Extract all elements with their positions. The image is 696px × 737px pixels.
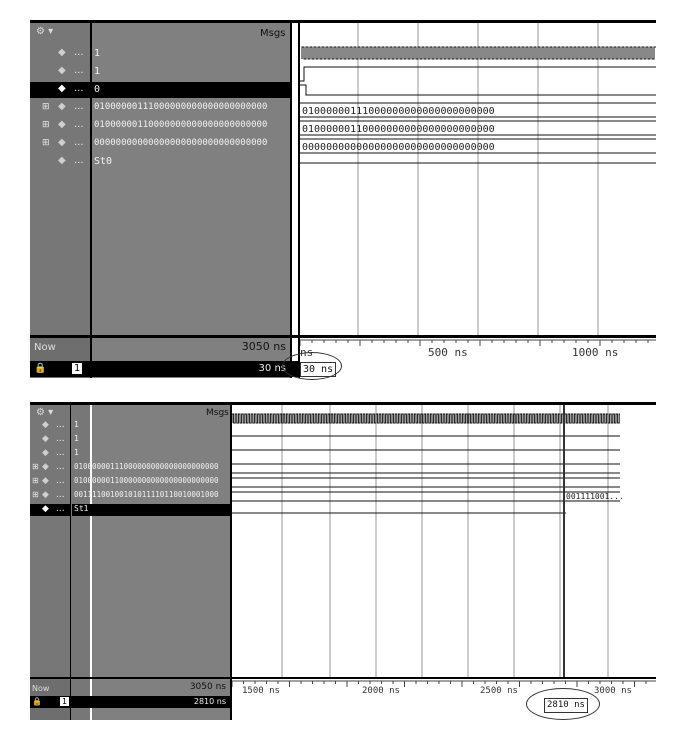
signal-name: ...: [56, 476, 65, 486]
signal-diamond-icon: ◆: [58, 137, 66, 148]
signal-value: 01000000111000000000000000000000: [94, 102, 268, 112]
signal-name: ...: [56, 462, 65, 472]
signal-diamond-icon: ◆: [58, 155, 66, 166]
cursor-time: 2810 ns: [193, 697, 226, 706]
signal-diamond-icon: ◆: [42, 448, 49, 458]
ruler-tick-label: 1500 ns: [242, 686, 280, 696]
signal-name-row[interactable]: [30, 118, 90, 134]
signal-diamond-icon: ◆: [42, 476, 49, 486]
signal-value: 01000000110000000000000000000000: [94, 120, 268, 130]
waveform-canvas[interactable]: [232, 405, 656, 677]
signal-value: 01000000111000000000000000000000: [74, 462, 219, 471]
pane-divider[interactable]: [70, 405, 71, 720]
signal-diamond-icon: ◆: [58, 119, 66, 130]
msgs-header: Msgs: [206, 408, 229, 418]
signal-value-row[interactable]: [72, 476, 230, 488]
ruler-tick-label: 3000 ns: [594, 686, 632, 696]
signal-value-row[interactable]: [92, 46, 290, 62]
signal-value-row[interactable]: [72, 490, 230, 502]
ruler-tick-label: 2000 ns: [362, 686, 400, 696]
bus-wave-label: 001111001...: [566, 492, 624, 501]
signal-value-row[interactable]: [72, 434, 230, 446]
signal-name-row[interactable]: [30, 64, 90, 80]
signal-name: ...: [56, 434, 65, 444]
signal-value: St1: [74, 504, 89, 513]
cursor-index[interactable]: 1: [74, 363, 81, 374]
waveform-window-top: [30, 20, 656, 378]
signal-value-row[interactable]: [72, 448, 230, 460]
signal-name-row[interactable]: [30, 46, 90, 62]
signal-value-row[interactable]: [72, 462, 230, 474]
signal-value-row[interactable]: [92, 64, 290, 80]
signal-value: 1: [74, 420, 79, 429]
bus-wave-label: 01000000110000000000000000000000: [302, 124, 495, 135]
wave-area[interactable]: [232, 405, 656, 677]
pane-divider[interactable]: [290, 23, 292, 378]
signal-value: 0: [94, 84, 101, 95]
highlight-circle: [526, 688, 600, 720]
signal-name-row[interactable]: [30, 420, 70, 432]
now-label: Now: [32, 684, 50, 693]
expand-plus-icon[interactable]: ⊞: [32, 476, 39, 485]
signal-name: ...: [56, 448, 65, 458]
bus-wave-label: 00000000000000000000000000000000: [302, 142, 495, 153]
signal-value: 1: [94, 66, 101, 77]
highlight-circle: [282, 352, 342, 380]
signal-diamond-icon: ◆: [58, 47, 66, 58]
signal-value-row[interactable]: [92, 154, 290, 170]
signal-name-row[interactable]: [30, 476, 70, 488]
cursor-time-label[interactable]: 30 ns: [300, 362, 336, 377]
cursor-time-label[interactable]: 2810 ns: [544, 698, 588, 713]
ruler-start-label: ns: [300, 346, 314, 359]
signal-name: ...: [74, 101, 84, 112]
signal-value-row-selected[interactable]: [72, 504, 230, 516]
signal-diamond-icon: ◆: [42, 420, 49, 430]
time-ruler[interactable]: [300, 338, 656, 360]
signal-value: 1: [94, 48, 101, 59]
signal-name: ...: [74, 155, 84, 166]
signal-value: 00111100100101011110110010001000: [74, 490, 219, 499]
expand-plus-icon[interactable]: ⊞: [32, 462, 39, 471]
signal-name: ...: [74, 119, 84, 130]
signal-name-row-selected[interactable]: [30, 82, 90, 98]
now-time: 3050 ns: [241, 340, 286, 353]
signal-value: 01000000110000000000000000000000: [74, 476, 219, 485]
signal-name: ...: [56, 420, 65, 430]
ruler-tick-label: 2500 ns: [480, 686, 518, 696]
waveform-canvas[interactable]: [300, 23, 656, 335]
signal-name-row[interactable]: [30, 154, 90, 170]
ruler-tick-label: 1000 ns: [572, 346, 619, 359]
signal-name-row[interactable]: [30, 136, 90, 152]
clock-wave: [232, 414, 620, 423]
signal-diamond-icon: ◆: [58, 65, 66, 76]
signal-value-row[interactable]: [92, 118, 290, 134]
signal-name: ...: [74, 83, 84, 94]
expand-plus-icon[interactable]: ⊞: [42, 102, 50, 112]
signal-diamond-icon: ◆: [58, 83, 66, 94]
cursor-time: 30 ns: [258, 363, 286, 374]
signal-name: ...: [56, 504, 65, 514]
signal-value: 00000000000000000000000000000000: [94, 138, 268, 148]
signal-name-row[interactable]: [30, 100, 90, 116]
signal-diamond-icon: ◆: [42, 504, 49, 514]
lock-icon[interactable]: 🔒: [32, 697, 42, 706]
lock-icon[interactable]: 🔒: [34, 363, 47, 374]
signal-name: ...: [74, 47, 84, 58]
signal-diamond-icon: ◆: [42, 434, 49, 444]
expand-plus-icon[interactable]: ⊞: [42, 120, 50, 130]
signal-diamond-icon: ◆: [42, 462, 49, 472]
signal-value-row[interactable]: [92, 100, 290, 116]
now-label: Now: [34, 342, 56, 353]
waveform-window-bottom: [30, 402, 656, 720]
signal-value: St0: [94, 156, 113, 167]
signal-name-row[interactable]: [30, 448, 70, 460]
signal-name-row[interactable]: [30, 490, 70, 502]
ruler-tick-label: 500 ns: [428, 346, 468, 359]
signal-diamond-icon: ◆: [42, 490, 49, 500]
cursor-index[interactable]: 1: [62, 697, 68, 706]
gear-menu-icon[interactable]: ⚙ ▾: [36, 26, 54, 37]
signal-name: ...: [56, 490, 65, 500]
signal-value: 1: [74, 448, 79, 457]
signal-value-row[interactable]: [72, 420, 230, 432]
signal-name-row[interactable]: [30, 434, 70, 446]
signal-value-row[interactable]: [92, 136, 290, 152]
now-time: 3050 ns: [189, 682, 226, 692]
clock-wave: [302, 47, 656, 59]
expand-plus-icon[interactable]: ⊞: [42, 138, 50, 148]
signal-value: 1: [74, 434, 79, 443]
msgs-header: Msgs: [260, 28, 286, 39]
signal-name: ...: [74, 137, 84, 148]
signal-name-row-selected[interactable]: [30, 504, 70, 516]
signal-value-row-selected[interactable]: [92, 82, 290, 98]
expand-plus-icon[interactable]: ⊞: [32, 490, 39, 499]
bus-wave-label: 01000000111000000000000000000000: [302, 106, 495, 117]
signal-name: ...: [74, 65, 84, 76]
wave-area[interactable]: [300, 23, 656, 335]
signal-diamond-icon: ◆: [58, 101, 66, 112]
signal-name-row[interactable]: [30, 462, 70, 474]
gear-menu-icon[interactable]: ⚙ ▾: [36, 407, 54, 418]
